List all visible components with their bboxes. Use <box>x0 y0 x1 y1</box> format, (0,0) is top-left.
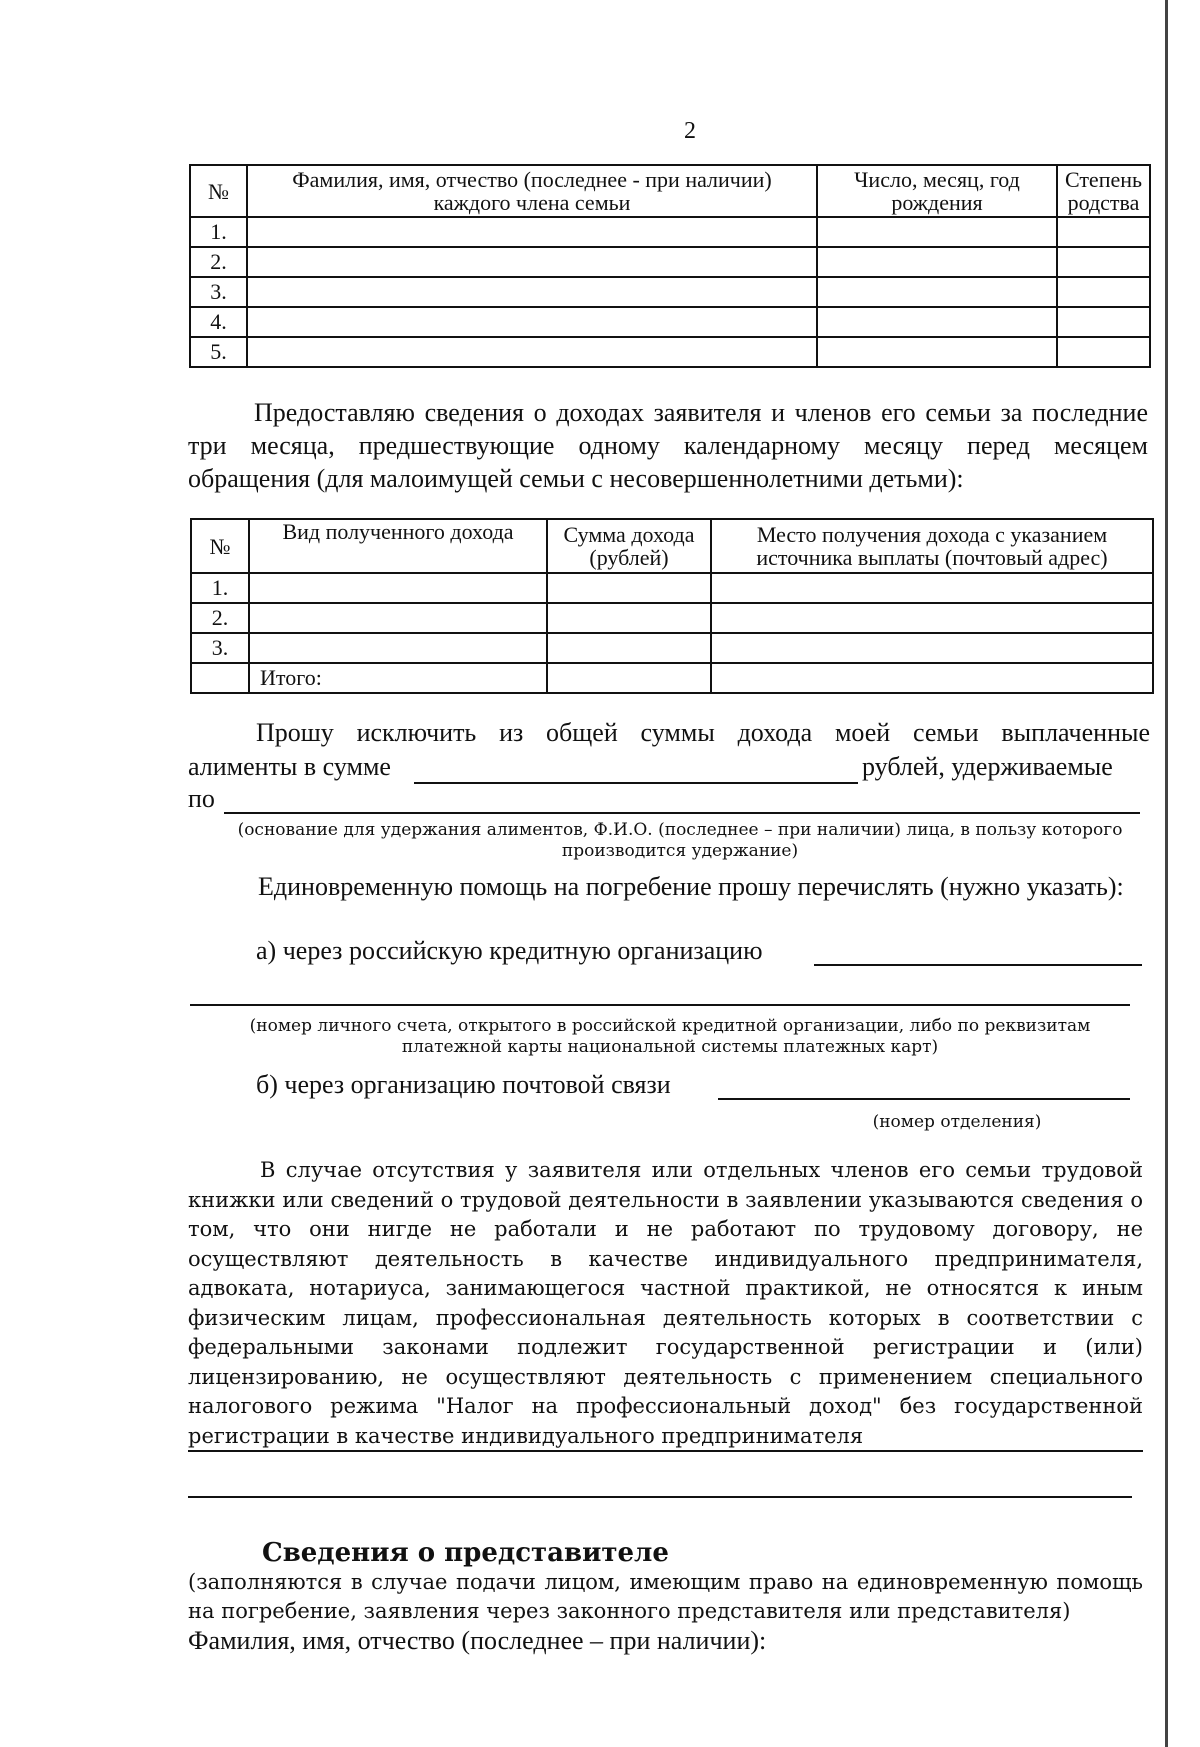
row-number: 2. <box>191 603 249 633</box>
table-row <box>191 603 1153 633</box>
alimony-sum-label: алименты в сумме <box>188 752 391 781</box>
table-row <box>190 277 1150 307</box>
column-header-income-type: Вид полученного дохода <box>249 519 547 573</box>
alimony-line-1: Прошу исключить из общей суммы дохода моей семьи выплаченные <box>256 718 1150 747</box>
table-row <box>191 573 1153 603</box>
total-sum-cell[interactable] <box>547 663 711 693</box>
employment-answer-line-2[interactable] <box>188 1496 1132 1498</box>
alimony-basis-hint: (основание для удержания алиментов, Ф.И.О. (последнее – при наличии) лица, в пользу которого производится удержание) <box>237 820 1123 861</box>
bank-account-hint: (номер личного счета, открытого в российской кредитной организации, либо по реквизитам платежной карты национальной системы платежных карт) <box>249 1016 1091 1057</box>
column-header-income-sum: Сумма дохода (рублей) <box>547 519 711 573</box>
payment-intro: Единовременную помощь на погребение прошу перечислять (нужно указать): <box>258 872 1124 901</box>
row-number: 4. <box>190 307 247 337</box>
name-cell[interactable] <box>247 337 817 367</box>
income-type-cell[interactable] <box>249 573 547 603</box>
relationship-cell[interactable] <box>1057 217 1150 247</box>
total-source-cell[interactable] <box>711 663 1153 693</box>
relationship-cell[interactable] <box>1057 307 1150 337</box>
income-sum-cell[interactable] <box>547 603 711 633</box>
row-number: 2. <box>190 247 247 277</box>
row-number: 3. <box>191 633 249 663</box>
table-row <box>190 217 1150 247</box>
column-header-birth-date: Число, месяц, год рождения <box>817 165 1057 217</box>
alimony-withheld-label: рублей, удерживаемые <box>862 752 1113 781</box>
table-row <box>190 337 1150 367</box>
birth-date-cell[interactable] <box>817 337 1057 367</box>
representative-note: (заполняются в случае подачи лицом, имеющим право на единовременную помощь на погребение, заявления через законного представителя или представителя) <box>188 1570 1143 1623</box>
row-number: 5. <box>190 337 247 367</box>
column-header-number: № <box>190 165 247 217</box>
income-type-cell[interactable] <box>249 633 547 663</box>
representative-fio-label: Фамилия, имя, отчество (последнее – при наличии): <box>188 1626 767 1655</box>
scan-edge-line <box>1165 0 1168 1747</box>
employment-note-paragraph: В случае отсутствия у заявителя или отдельных членов его семьи трудовой книжки или сведений о трудовой деятельности в заявлении указываются сведения о том, что они нигде не работали и не работают по трудовому договору, не осуществляют деятельность в качестве индивидуального предпринимателя, адвоката, нотариуса, занимающегося частной практикой, не относятся к иным физическим лицам, профессиональная деятельность которых в соответствии с федеральными законами подлежит государственной регистрации и (или) лицензированию, не осуществляют деятельность с применением специального налогового режима "Налог на профессиональный доход" без государственной регистрации в качестве индивидуального предпринимателя <box>188 1158 1143 1448</box>
column-header-relationship: Степень родства <box>1057 165 1150 217</box>
income-type-cell[interactable] <box>249 603 547 633</box>
table-header-row <box>190 165 1150 217</box>
column-header-income-source: Место получения дохода с указанием источника выплаты (почтовый адрес) <box>711 519 1153 573</box>
birth-date-cell[interactable] <box>817 247 1057 277</box>
birth-date-cell[interactable] <box>817 277 1057 307</box>
name-cell[interactable] <box>247 217 817 247</box>
alimony-basis-field[interactable] <box>224 812 1140 814</box>
row-number: 1. <box>190 217 247 247</box>
page-number: 2 <box>684 118 696 144</box>
name-cell[interactable] <box>247 277 817 307</box>
table-header-row <box>191 519 1153 573</box>
name-cell[interactable] <box>247 247 817 277</box>
relationship-cell[interactable] <box>1057 337 1150 367</box>
post-office-hint: (номер отделения) <box>872 1112 1042 1132</box>
relationship-cell[interactable] <box>1057 277 1150 307</box>
birth-date-cell[interactable] <box>817 307 1057 337</box>
row-number-empty <box>191 663 249 693</box>
table-row <box>191 633 1153 663</box>
income-source-cell[interactable] <box>711 603 1153 633</box>
payment-option-post-label: б) через организацию почтовой связи <box>256 1070 671 1099</box>
income-source-cell[interactable] <box>711 573 1153 603</box>
alimony-sum-field[interactable] <box>414 782 858 784</box>
table-row <box>190 247 1150 277</box>
row-number: 3. <box>190 277 247 307</box>
family-members-table <box>189 164 1151 368</box>
income-intro-paragraph: Предоставляю сведения о доходах заявителя и членов его семьи за последние три месяца, предшествующие одному календарному месяцу перед месяцем обращения (для малоимущей семьи с несовершеннолетними детьми): <box>188 398 1148 493</box>
column-header-number: № <box>191 519 249 573</box>
income-source-cell[interactable] <box>711 633 1153 663</box>
bank-option-field[interactable] <box>814 964 1142 966</box>
total-label: Итого: <box>249 663 547 693</box>
post-office-field[interactable] <box>718 1098 1130 1100</box>
column-header-full-name: Фамилия, имя, отчество (последнее - при наличии) каждого члена семьи <box>247 165 817 217</box>
income-sum-cell[interactable] <box>547 573 711 603</box>
representative-heading: Сведения о представителе <box>262 1538 669 1568</box>
employment-answer-line-1[interactable] <box>188 1450 1143 1452</box>
birth-date-cell[interactable] <box>817 217 1057 247</box>
row-number: 1. <box>191 573 249 603</box>
payment-option-bank-label: а) через российскую кредитную организацию <box>256 936 763 965</box>
table-total-row <box>191 663 1153 693</box>
relationship-cell[interactable] <box>1057 247 1150 277</box>
table-row <box>190 307 1150 337</box>
alimony-basis-label: по <box>188 784 215 813</box>
name-cell[interactable] <box>247 307 817 337</box>
bank-account-field[interactable] <box>190 1004 1130 1006</box>
income-table <box>190 518 1154 694</box>
income-sum-cell[interactable] <box>547 633 711 663</box>
